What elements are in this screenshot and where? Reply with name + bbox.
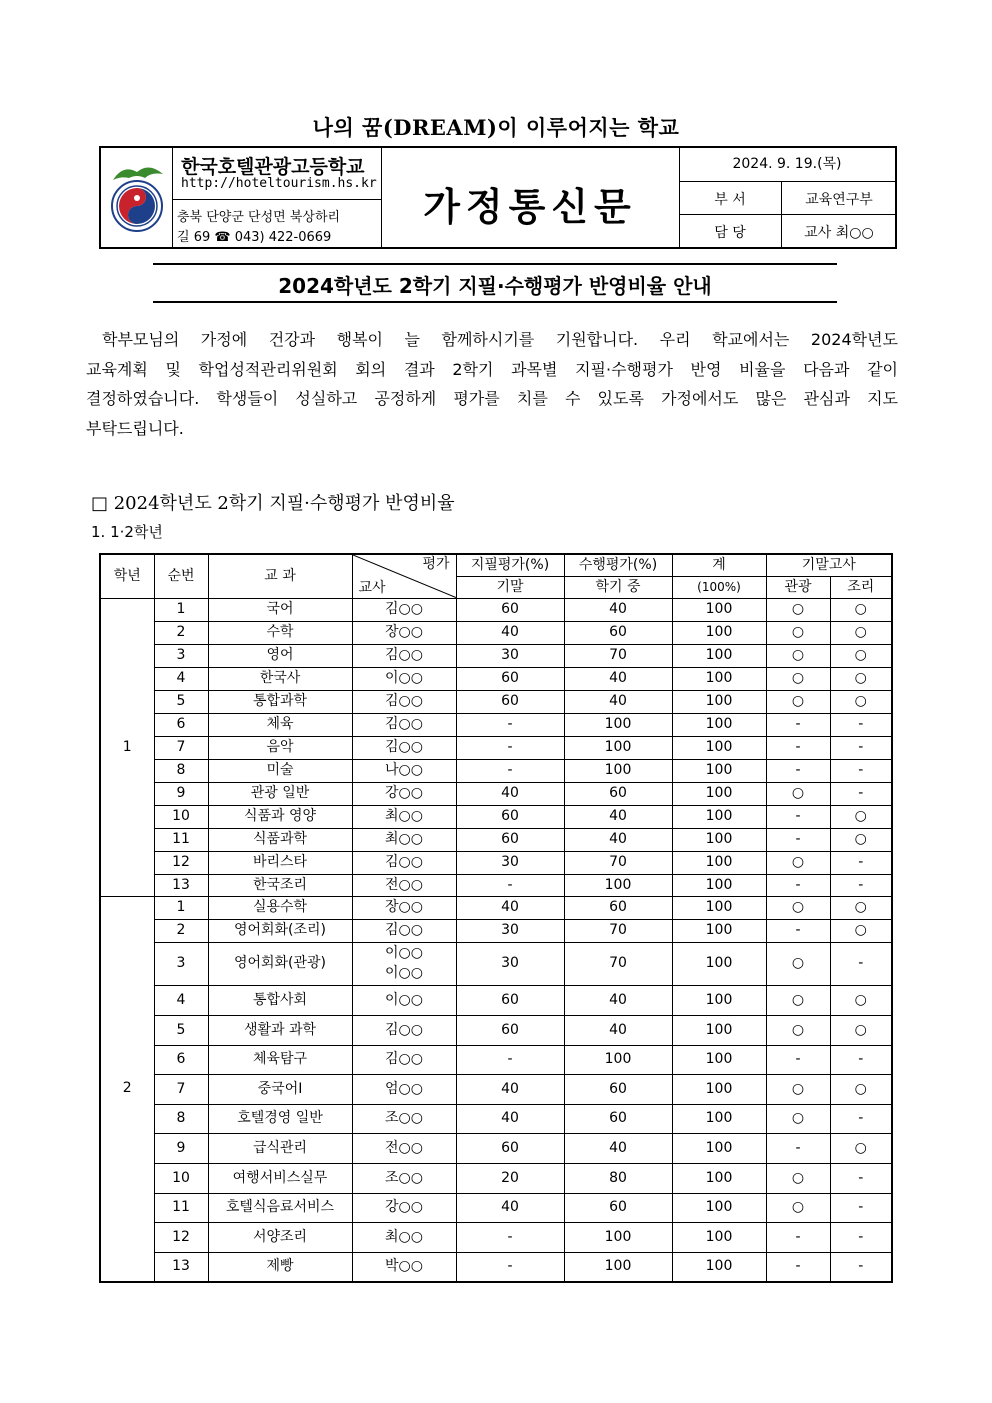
- teacher-cell: 박○○: [352, 1252, 456, 1282]
- table-row: [100, 805, 892, 828]
- teacher-cell: 김○○: [352, 1045, 456, 1074]
- written-cell: -: [456, 713, 564, 736]
- cooking-cell: -: [830, 1222, 892, 1252]
- total-cell: 100: [672, 1104, 766, 1133]
- school-logo: [107, 158, 167, 242]
- table-row: [100, 1015, 892, 1045]
- performance-cell: 60: [564, 1104, 672, 1133]
- header-total-sub: (100%): [672, 576, 766, 598]
- performance-cell: 60: [564, 1074, 672, 1104]
- tourism-cell: -: [766, 1222, 830, 1252]
- seq-cell: 6: [154, 713, 208, 736]
- school-address-line1: 충북 단양군 단성면 북상하리: [177, 210, 341, 225]
- seq-cell: 7: [154, 736, 208, 759]
- cooking-cell: ○: [830, 896, 892, 919]
- subject-cell: 실용수학: [208, 896, 352, 919]
- school-url[interactable]: http://hoteltourism.hs.kr: [181, 176, 377, 191]
- table-row: [100, 828, 892, 851]
- seq-cell: 9: [154, 1133, 208, 1163]
- teacher-cell: 최○○: [352, 828, 456, 851]
- newsletter-title: 가정통신문: [423, 184, 637, 229]
- subject-cell: 호텔식음료서비스: [208, 1193, 352, 1222]
- performance-cell: 40: [564, 1015, 672, 1045]
- header-performance-sub: 학기 중: [564, 576, 672, 598]
- cooking-cell: -: [830, 1045, 892, 1074]
- teacher-name: 이○○: [385, 945, 423, 961]
- written-cell: 30: [456, 644, 564, 667]
- subject-cell: 바리스타: [208, 851, 352, 874]
- cooking-cell: ○: [830, 667, 892, 690]
- seq-cell: 10: [154, 805, 208, 828]
- cooking-cell: ○: [830, 1074, 892, 1104]
- teacher-cell: 김○○: [352, 919, 456, 942]
- intro-line: 결정하였습니다. 학생들이 성실하고 공정하게 평가를 치를 수 있도록 가정에서도 많은 관심과 지도: [86, 389, 898, 408]
- table-row: [100, 644, 892, 667]
- table-row: [100, 919, 892, 942]
- teacher-cell: 최○○: [352, 1222, 456, 1252]
- written-cell: 40: [456, 1193, 564, 1222]
- written-cell: 30: [456, 919, 564, 942]
- tourism-cell: -: [766, 805, 830, 828]
- newsletter-header: [99, 146, 897, 249]
- teacher-cell: 조○○: [352, 1163, 456, 1193]
- table-row: [100, 1133, 892, 1163]
- total-cell: 100: [672, 1015, 766, 1045]
- total-cell: 100: [672, 1252, 766, 1282]
- header-subject: 교 과: [208, 554, 352, 598]
- tourism-cell: -: [766, 759, 830, 782]
- teacher-cell: 김○○: [352, 598, 456, 621]
- tourism-cell: ○: [766, 985, 830, 1015]
- cooking-cell: ○: [830, 644, 892, 667]
- seq-cell: 5: [154, 1015, 208, 1045]
- total-cell: 100: [672, 621, 766, 644]
- written-cell: -: [456, 759, 564, 782]
- total-cell: 100: [672, 1074, 766, 1104]
- written-cell: 60: [456, 598, 564, 621]
- written-cell: 20: [456, 1163, 564, 1193]
- cooking-cell: -: [830, 1104, 892, 1133]
- teacher-cell: 김○○: [352, 736, 456, 759]
- total-cell: 100: [672, 805, 766, 828]
- teacher-cell: 장○○: [352, 896, 456, 919]
- written-cell: 30: [456, 942, 564, 985]
- performance-cell: 40: [564, 985, 672, 1015]
- seq-cell: 5: [154, 690, 208, 713]
- subject-cell: 서양조리: [208, 1222, 352, 1252]
- subject-cell: 체육: [208, 713, 352, 736]
- table-row: [100, 851, 892, 874]
- cooking-cell: ○: [830, 805, 892, 828]
- total-cell: 100: [672, 1163, 766, 1193]
- performance-cell: 40: [564, 598, 672, 621]
- performance-cell: 40: [564, 667, 672, 690]
- table-row: [100, 985, 892, 1015]
- subject-cell: 통합과학: [208, 690, 352, 713]
- performance-cell: 100: [564, 1252, 672, 1282]
- table-row: [100, 1104, 892, 1133]
- tourism-cell: -: [766, 919, 830, 942]
- intro-line: 교육계획 및 학업성적관리위원회 회의 결과 2학기 과목별 지필·수행평가 반영 비율을 다음과 같이: [86, 359, 898, 379]
- grade-cell: 1: [100, 598, 154, 896]
- performance-cell: 40: [564, 805, 672, 828]
- teacher-cell: [352, 942, 456, 985]
- performance-cell: 70: [564, 942, 672, 985]
- table-row: [100, 1163, 892, 1193]
- performance-cell: 70: [564, 644, 672, 667]
- cooking-cell: ○: [830, 1133, 892, 1163]
- performance-cell: 100: [564, 759, 672, 782]
- subject-cell: 국어: [208, 598, 352, 621]
- seq-cell: 1: [154, 598, 208, 621]
- school-name: 한국호텔관광고등학교: [181, 156, 365, 178]
- table-row: [100, 782, 892, 805]
- teacher-name: 이○○: [385, 965, 423, 981]
- subject-cell: 제빵: [208, 1252, 352, 1282]
- dept-label: 부 서: [714, 192, 746, 208]
- teacher-cell: 장○○: [352, 621, 456, 644]
- total-cell: 100: [672, 713, 766, 736]
- tourism-cell: ○: [766, 667, 830, 690]
- tourism-cell: ○: [766, 942, 830, 985]
- teacher-cell: 이○○: [352, 985, 456, 1015]
- teacher-cell: 이○○: [352, 667, 456, 690]
- cooking-cell: -: [830, 713, 892, 736]
- tourism-cell: -: [766, 1252, 830, 1282]
- cooking-cell: ○: [830, 919, 892, 942]
- cooking-cell: ○: [830, 828, 892, 851]
- total-cell: 100: [672, 690, 766, 713]
- subject-cell: 한국조리: [208, 874, 352, 896]
- tourism-cell: -: [766, 1133, 830, 1163]
- dept-value: 교육연구부: [805, 192, 873, 208]
- tourism-cell: ○: [766, 1074, 830, 1104]
- performance-cell: 100: [564, 713, 672, 736]
- teacher-cell: 최○○: [352, 805, 456, 828]
- subject-cell: 식품과학: [208, 828, 352, 851]
- table-row: [100, 690, 892, 713]
- table-row: [100, 874, 892, 896]
- subject-cell: 영어회화(조리): [208, 919, 352, 942]
- tourism-cell: ○: [766, 598, 830, 621]
- performance-cell: 60: [564, 782, 672, 805]
- table-row: [100, 713, 892, 736]
- subject-cell: 미술: [208, 759, 352, 782]
- subject-cell: 수학: [208, 621, 352, 644]
- cooking-cell: -: [830, 736, 892, 759]
- seq-cell: 11: [154, 828, 208, 851]
- written-cell: 40: [456, 621, 564, 644]
- seq-cell: 10: [154, 1163, 208, 1193]
- header-cooking: 조리: [830, 576, 892, 598]
- table-row: [100, 667, 892, 690]
- total-cell: 100: [672, 985, 766, 1015]
- seq-cell: 8: [154, 759, 208, 782]
- school-address-line2: 길 69 ☎ 043) 422-0669: [177, 230, 332, 245]
- tourism-cell: ○: [766, 621, 830, 644]
- subject-cell: 영어회화(관광): [208, 942, 352, 985]
- written-cell: 60: [456, 985, 564, 1015]
- cooking-cell: ○: [830, 1015, 892, 1045]
- seq-cell: 3: [154, 644, 208, 667]
- seq-cell: 13: [154, 874, 208, 896]
- subject-cell: 식품과 영양: [208, 805, 352, 828]
- total-cell: 100: [672, 874, 766, 896]
- tourism-cell: -: [766, 874, 830, 896]
- total-cell: 100: [672, 759, 766, 782]
- total-cell: 100: [672, 782, 766, 805]
- total-cell: 100: [672, 942, 766, 985]
- table-row: [100, 1222, 892, 1252]
- header-eval: 평가: [422, 556, 450, 572]
- total-cell: 100: [672, 1133, 766, 1163]
- tourism-cell: ○: [766, 1193, 830, 1222]
- performance-cell: 100: [564, 736, 672, 759]
- subsection-heading: 1. 1·2학년: [91, 523, 163, 541]
- evaluation-ratio-table: [99, 553, 893, 1283]
- tourism-cell: ○: [766, 896, 830, 919]
- subject-cell: 통합사회: [208, 985, 352, 1015]
- teacher-cell: 엄○○: [352, 1074, 456, 1104]
- table-row: [100, 736, 892, 759]
- title-rule-top: [153, 263, 837, 265]
- tourism-cell: ○: [766, 782, 830, 805]
- seq-cell: 13: [154, 1252, 208, 1282]
- title-rule-bottom: [153, 301, 837, 303]
- header-written-sub: 기말: [456, 576, 564, 598]
- seq-cell: 8: [154, 1104, 208, 1133]
- header-performance: 수행평가(%): [564, 554, 672, 576]
- table-row: [100, 1045, 892, 1074]
- performance-cell: 40: [564, 828, 672, 851]
- teacher-cell: 조○○: [352, 1104, 456, 1133]
- written-cell: 60: [456, 690, 564, 713]
- written-cell: 40: [456, 1074, 564, 1104]
- written-cell: 40: [456, 782, 564, 805]
- written-cell: 60: [456, 1133, 564, 1163]
- tourism-cell: ○: [766, 1104, 830, 1133]
- seq-cell: 2: [154, 621, 208, 644]
- teacher-cell: 김○○: [352, 644, 456, 667]
- tourism-cell: ○: [766, 644, 830, 667]
- total-cell: 100: [672, 736, 766, 759]
- performance-cell: 100: [564, 1045, 672, 1074]
- teacher-cell: 김○○: [352, 851, 456, 874]
- section-heading: □ 2024학년도 2학기 지필·수행평가 반영비율: [91, 493, 455, 514]
- table-row: [100, 621, 892, 644]
- teacher-cell: 강○○: [352, 1193, 456, 1222]
- table-row: [100, 598, 892, 621]
- subject-cell: 여행서비스실무: [208, 1163, 352, 1193]
- cooking-cell: -: [830, 759, 892, 782]
- document-title: 2024학년도 2학기 지필·수행평가 반영비율 안내: [278, 274, 712, 298]
- written-cell: 60: [456, 828, 564, 851]
- subject-cell: 관광 일반: [208, 782, 352, 805]
- seq-cell: 12: [154, 851, 208, 874]
- written-cell: 60: [456, 667, 564, 690]
- seq-cell: 2: [154, 919, 208, 942]
- grade-cell: 2: [100, 896, 154, 1282]
- cooking-cell: -: [830, 1193, 892, 1222]
- issue-date: 2024. 9. 19.(목): [732, 156, 842, 172]
- cooking-cell: ○: [830, 598, 892, 621]
- cooking-cell: -: [830, 1252, 892, 1282]
- tourism-cell: -: [766, 1045, 830, 1074]
- teacher-cell: 김○○: [352, 1015, 456, 1045]
- subject-cell: 체육탐구: [208, 1045, 352, 1074]
- table-row: [100, 942, 892, 985]
- total-cell: 100: [672, 1045, 766, 1074]
- header-grade: 학년: [100, 554, 154, 598]
- teacher-cell: 전○○: [352, 874, 456, 896]
- total-cell: 100: [672, 896, 766, 919]
- written-cell: 60: [456, 1015, 564, 1045]
- seq-cell: 11: [154, 1193, 208, 1222]
- tourism-cell: -: [766, 828, 830, 851]
- table-row: [100, 1252, 892, 1282]
- tourism-cell: ○: [766, 690, 830, 713]
- charge-label: 담 당: [714, 225, 746, 241]
- performance-cell: 40: [564, 690, 672, 713]
- seq-cell: 9: [154, 782, 208, 805]
- teacher-cell: 전○○: [352, 1133, 456, 1163]
- header-tourism: 관광: [766, 576, 830, 598]
- cooking-cell: -: [830, 942, 892, 985]
- subject-cell: 급식관리: [208, 1133, 352, 1163]
- cooking-cell: ○: [830, 985, 892, 1015]
- total-cell: 100: [672, 667, 766, 690]
- seq-cell: 12: [154, 1222, 208, 1252]
- written-cell: -: [456, 1222, 564, 1252]
- performance-cell: 60: [564, 621, 672, 644]
- header-teacher: 교사: [358, 579, 386, 596]
- table-row: [100, 1193, 892, 1222]
- subject-cell: 생활과 과학: [208, 1015, 352, 1045]
- subject-cell: 중국어Ⅰ: [208, 1074, 352, 1104]
- performance-cell: 60: [564, 896, 672, 919]
- total-cell: 100: [672, 1222, 766, 1252]
- header-total: 계: [672, 554, 766, 576]
- total-cell: 100: [672, 919, 766, 942]
- total-cell: 100: [672, 851, 766, 874]
- tourism-cell: ○: [766, 1163, 830, 1193]
- seq-cell: 3: [154, 942, 208, 985]
- cooking-cell: -: [830, 874, 892, 896]
- written-cell: 40: [456, 896, 564, 919]
- performance-cell: 40: [564, 1133, 672, 1163]
- seq-cell: 1: [154, 896, 208, 919]
- total-cell: 100: [672, 1193, 766, 1222]
- written-cell: -: [456, 1252, 564, 1282]
- seq-cell: 7: [154, 1074, 208, 1104]
- subject-cell: 영어: [208, 644, 352, 667]
- cooking-cell: ○: [830, 621, 892, 644]
- performance-cell: 70: [564, 851, 672, 874]
- teacher-cell: 강○○: [352, 782, 456, 805]
- intro-line: 부탁드립니다.: [86, 418, 184, 438]
- subject-cell: 한국사: [208, 667, 352, 690]
- total-cell: 100: [672, 598, 766, 621]
- subject-cell: 호텔경영 일반: [208, 1104, 352, 1133]
- written-cell: -: [456, 736, 564, 759]
- seq-cell: 4: [154, 985, 208, 1015]
- teacher-cell: 김○○: [352, 713, 456, 736]
- cooking-cell: -: [830, 851, 892, 874]
- tourism-cell: -: [766, 713, 830, 736]
- cooking-cell: -: [830, 782, 892, 805]
- header-eval-teacher: [352, 554, 456, 598]
- seq-cell: 4: [154, 667, 208, 690]
- table-row: [100, 1074, 892, 1104]
- performance-cell: 100: [564, 874, 672, 896]
- written-cell: 40: [456, 1104, 564, 1133]
- tourism-cell: -: [766, 736, 830, 759]
- header-seq: 순번: [154, 554, 208, 598]
- teacher-cell: 김○○: [352, 690, 456, 713]
- performance-cell: 70: [564, 919, 672, 942]
- written-cell: -: [456, 1045, 564, 1074]
- tourism-cell: ○: [766, 851, 830, 874]
- teacher-cell: 나○○: [352, 759, 456, 782]
- charge-value: 교사 최○○: [804, 225, 874, 241]
- total-cell: 100: [672, 644, 766, 667]
- school-motto: 나의 꿈(DREAM)이 이루어지는 학교: [312, 115, 680, 140]
- performance-cell: 60: [564, 1193, 672, 1222]
- performance-cell: 100: [564, 1222, 672, 1252]
- intro-line: 학부모님의 가정에 건강과 행복이 늘 함께하시기를 기원합니다. 우리 학교에서는 2024학년도: [102, 330, 898, 349]
- subject-cell: 음악: [208, 736, 352, 759]
- table-row: [100, 759, 892, 782]
- table-row: [100, 896, 892, 919]
- written-cell: -: [456, 874, 564, 896]
- header-final-exam: 기말고사: [766, 554, 892, 576]
- intro-paragraph: [86, 325, 898, 443]
- written-cell: 60: [456, 805, 564, 828]
- seq-cell: 6: [154, 1045, 208, 1074]
- cooking-cell: ○: [830, 690, 892, 713]
- performance-cell: 80: [564, 1163, 672, 1193]
- cooking-cell: -: [830, 1163, 892, 1193]
- header-written: 지필평가(%): [456, 554, 564, 576]
- total-cell: 100: [672, 828, 766, 851]
- tourism-cell: ○: [766, 1015, 830, 1045]
- written-cell: 30: [456, 851, 564, 874]
